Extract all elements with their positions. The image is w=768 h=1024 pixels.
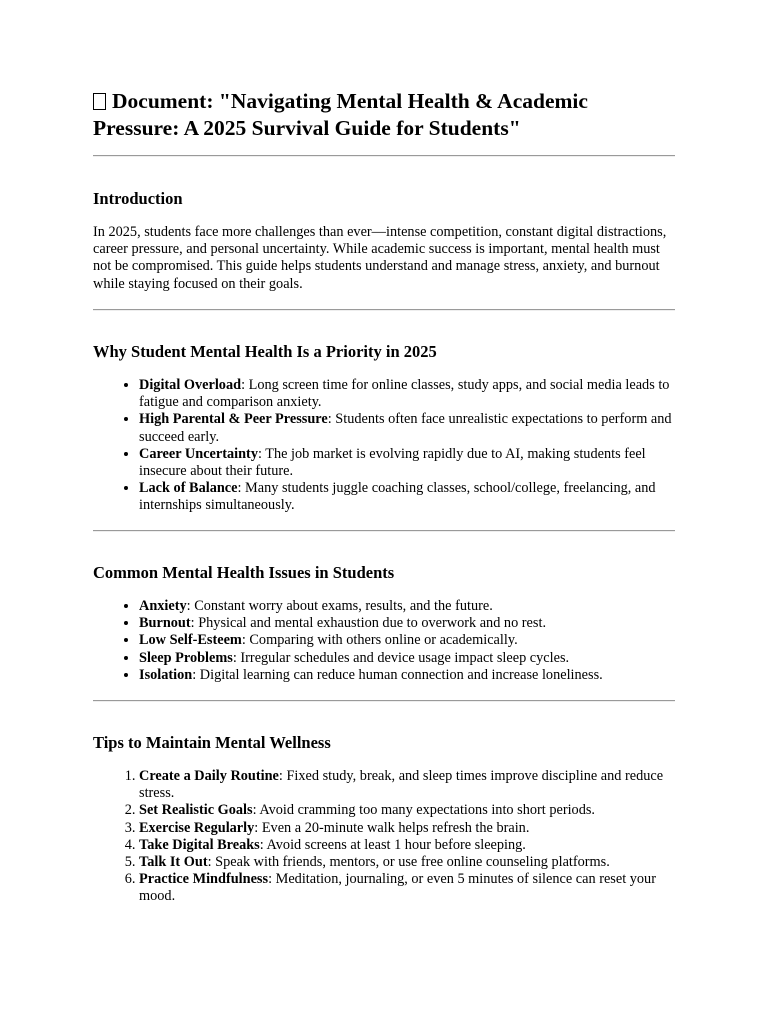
list-item-text: : Digital learning can reduce human connection and increase loneliness. bbox=[192, 666, 603, 683]
list-item bbox=[139, 598, 675, 615]
list-item-term: Low Self-Esteem bbox=[139, 632, 242, 649]
list-item-text: : Even a 20-minute walk helps refresh the brain. bbox=[254, 819, 530, 836]
divider bbox=[93, 309, 675, 311]
list-item-term: Create a Daily Routine bbox=[139, 768, 279, 784]
list-item-text: : Constant worry about exams, results, and the future. bbox=[186, 598, 493, 614]
list-item-term: Anxiety bbox=[139, 598, 187, 614]
list-item-term: Exercise Regularly bbox=[139, 819, 255, 836]
introduction-heading: Introduction bbox=[93, 189, 183, 208]
list-item-term: Take Digital Breaks bbox=[139, 836, 260, 853]
list-item bbox=[139, 871, 675, 905]
priority-list bbox=[93, 377, 675, 515]
divider bbox=[93, 530, 675, 532]
list-item-text: : Avoid screens at least 1 hour before sleeping. bbox=[259, 836, 526, 853]
list-item bbox=[139, 802, 675, 819]
list-item-term: Career Uncertainty bbox=[139, 445, 258, 462]
document-title-text: Document: "Navigating Mental Health & Academic Pressure: A 2025 Survival Guide for Students" bbox=[93, 89, 588, 140]
list-item-term: Practice Mindfulness bbox=[139, 871, 269, 888]
tips-list bbox=[93, 768, 675, 906]
list-item bbox=[139, 768, 675, 802]
list-item bbox=[139, 480, 675, 514]
list-item-text: : Avoid cramming too many expectations into short periods. bbox=[252, 802, 595, 819]
list-item bbox=[139, 837, 675, 854]
priority-heading: Why Student Mental Health Is a Priority in 2025 bbox=[93, 342, 437, 361]
list-item-term: Digital Overload bbox=[139, 377, 242, 393]
list-item-text: : Students often face unrealistic expectations to perform and succeed early. bbox=[139, 411, 672, 445]
list-item-term: Sleep Problems bbox=[139, 649, 233, 666]
list-item-text: : Long screen time for online classes, study apps, and social media leads to fatigue and comparison anxiety. bbox=[139, 377, 670, 411]
issues-list bbox=[93, 598, 675, 684]
list-item bbox=[139, 820, 675, 837]
list-item bbox=[139, 854, 675, 871]
tips-heading: Tips to Maintain Mental Wellness bbox=[93, 733, 331, 752]
list-item-text: : Speak with friends, mentors, or use free online counseling platforms. bbox=[207, 854, 610, 871]
list-item-text: : Physical and mental exhaustion due to overwork and no rest. bbox=[190, 615, 547, 632]
divider bbox=[93, 155, 675, 157]
introduction-paragraph: In 2025, students face more challenges than ever—intense competition, constant digital distractions, career pressure, and personal uncertainty. While academic success is important, mental health must not be compromised. This guide helps students understand and manage stress, anxiety, and burnout while staying focused on their goals. bbox=[93, 224, 667, 292]
list-item-text: : Fixed study, break, and sleep times improve discipline and reduce stress. bbox=[139, 768, 664, 802]
list-item bbox=[139, 667, 675, 684]
list-item-term: Isolation bbox=[139, 666, 193, 683]
list-item-text: : Many students juggle coaching classes, school/college, freelancing, and internships simultaneously. bbox=[139, 480, 656, 514]
list-item-term: Talk It Out bbox=[139, 854, 208, 871]
divider bbox=[93, 700, 675, 702]
list-item bbox=[139, 615, 675, 632]
list-item-text: : Meditation, journaling, or even 5 minutes of silence can reset your mood. bbox=[139, 871, 656, 905]
list-item-term: Lack of Balance bbox=[139, 480, 238, 497]
list-item-term: Set Realistic Goals bbox=[139, 802, 253, 819]
list-item-term: Burnout bbox=[139, 615, 191, 632]
document-title bbox=[93, 88, 675, 142]
list-item-text: : The job market is evolving rapidly due to AI, making students feel insecure about their future. bbox=[139, 445, 646, 480]
list-item bbox=[139, 377, 675, 411]
list-item bbox=[139, 446, 675, 480]
issues-heading: Common Mental Health Issues in Students bbox=[93, 563, 395, 582]
list-item bbox=[139, 632, 675, 649]
list-item bbox=[139, 650, 675, 667]
list-item-text: : Comparing with others online or academically. bbox=[241, 632, 518, 649]
list-item-term: High Parental & Peer Pressure bbox=[139, 411, 328, 428]
list-item bbox=[139, 411, 675, 445]
document-icon bbox=[93, 93, 106, 110]
list-item-text: : Irregular schedules and device usage impact sleep cycles. bbox=[232, 649, 570, 666]
